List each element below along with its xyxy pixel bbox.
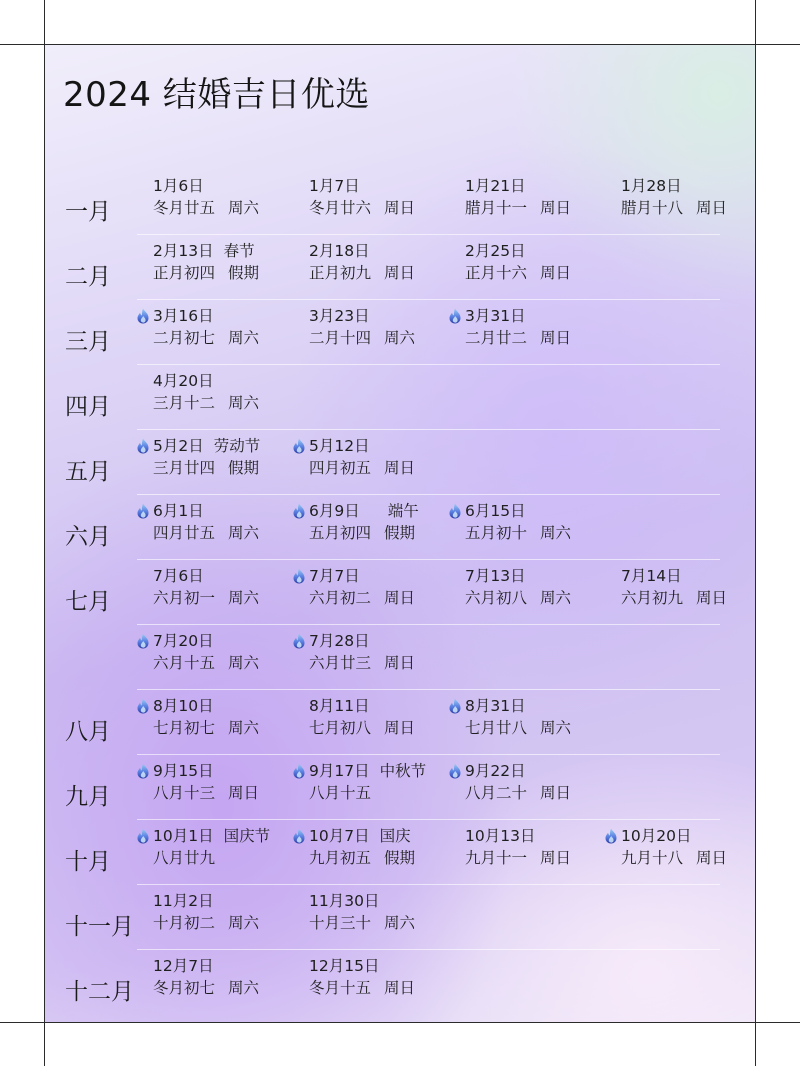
- month-row: [45, 698, 755, 763]
- lunar-line: [309, 978, 415, 998]
- date-line: [153, 436, 260, 456]
- weekday: 周六: [228, 329, 260, 347]
- flame-icon: [136, 438, 150, 454]
- flame-icon: [448, 308, 462, 324]
- date-entry: [465, 568, 615, 628]
- lunar-date: 七月廿八: [465, 719, 528, 737]
- date-entry: [153, 568, 303, 628]
- solar-date: 7月13日: [465, 567, 526, 585]
- lunar-date: 八月十五: [309, 784, 372, 802]
- weekday: 周日: [384, 979, 416, 997]
- lunar-date: 七月初七: [153, 719, 216, 737]
- weekday: 周六: [228, 524, 260, 542]
- date-entry: [153, 503, 303, 563]
- lunar-line: [153, 458, 259, 478]
- solar-date: 8月11日: [309, 697, 370, 715]
- date-entry: [309, 763, 459, 823]
- weekday: 假期: [228, 459, 260, 477]
- lunar-line: [621, 848, 727, 868]
- date-line: [153, 956, 214, 976]
- date-entry: [465, 763, 615, 823]
- lunar-line: [153, 848, 215, 868]
- solar-date: 12月15日: [309, 957, 380, 975]
- weekday: 周日: [696, 589, 728, 607]
- lunar-date: 四月廿五: [153, 524, 216, 542]
- date-entry: [465, 698, 615, 758]
- lunar-line: [465, 263, 571, 283]
- weekday: 周日: [696, 199, 728, 217]
- month-label: 五月: [65, 459, 111, 485]
- date-line: [465, 306, 526, 326]
- weekday: 周六: [228, 199, 260, 217]
- weekday: 周六: [228, 979, 260, 997]
- lunar-date: 九月十一: [465, 849, 528, 867]
- weekday: 周日: [540, 784, 572, 802]
- date-entry: [309, 568, 459, 628]
- solar-date: 4月20日: [153, 372, 214, 390]
- flame-icon: [136, 828, 150, 844]
- date-line: [621, 566, 682, 586]
- date-entry: [153, 243, 303, 303]
- lunar-line: [465, 328, 571, 348]
- month-row: [45, 438, 755, 503]
- month-row: [45, 243, 755, 308]
- solar-date: 3月23日: [309, 307, 370, 325]
- solar-date: 9月15日: [153, 762, 214, 780]
- lunar-line: [621, 588, 727, 608]
- lunar-date: 冬月十五: [309, 979, 372, 997]
- row-divider: [137, 364, 720, 365]
- lunar-line: [621, 198, 727, 218]
- date-entry: [153, 373, 303, 433]
- row-divider: [137, 819, 720, 820]
- solar-date: 3月31日: [465, 307, 526, 325]
- date-entry: [309, 503, 459, 563]
- solar-date: 5月12日: [309, 437, 370, 455]
- solar-date: 2月25日: [465, 242, 526, 260]
- guide-line-right: [755, 0, 756, 1066]
- row-divider: [137, 949, 720, 950]
- date-line: [465, 761, 526, 781]
- weekday: 假期: [228, 264, 260, 282]
- month-row: [45, 763, 755, 828]
- weekday: 周日: [384, 199, 416, 217]
- lunar-date: 冬月初七: [153, 979, 216, 997]
- date-line: [465, 696, 526, 716]
- date-line: [621, 826, 691, 846]
- month-label: 十一月: [65, 914, 134, 940]
- date-entry: [465, 308, 615, 368]
- date-entry: [465, 243, 615, 303]
- month-label: 十二月: [65, 979, 134, 1005]
- holiday-name: 国庆节: [223, 827, 271, 845]
- row-divider: [137, 884, 720, 885]
- weekday: 周六: [384, 329, 416, 347]
- solar-date: 6月1日: [153, 502, 204, 520]
- date-line: [153, 761, 214, 781]
- date-line: [153, 176, 204, 196]
- solar-date: 1月28日: [621, 177, 682, 195]
- date-entry: [153, 763, 303, 823]
- month-label: 九月: [65, 784, 111, 810]
- date-line: [153, 826, 270, 846]
- solar-date: 7月7日: [309, 567, 360, 585]
- lunar-line: [309, 198, 415, 218]
- solar-date: 11月2日: [153, 892, 214, 910]
- date-entry: [309, 698, 459, 758]
- weekday: 周日: [540, 849, 572, 867]
- row-divider: [137, 689, 720, 690]
- date-line: [309, 566, 360, 586]
- date-line: [465, 566, 526, 586]
- date-entry: [153, 308, 303, 368]
- lunar-line: [153, 913, 259, 933]
- weekday: 周日: [384, 719, 416, 737]
- row-divider: [137, 299, 720, 300]
- month-label: 六月: [65, 524, 111, 550]
- lunar-date: 八月十三: [153, 784, 216, 802]
- lunar-line: [153, 328, 259, 348]
- lunar-date: 九月十八: [621, 849, 684, 867]
- lunar-date: 腊月十一: [465, 199, 528, 217]
- lunar-line: [153, 978, 259, 998]
- weekday: 周六: [540, 589, 572, 607]
- date-line: [309, 761, 426, 781]
- date-entry: [153, 438, 303, 498]
- date-line: [153, 891, 214, 911]
- date-entry: [153, 958, 303, 1018]
- lunar-line: [153, 263, 259, 283]
- date-entry: [621, 178, 755, 238]
- lunar-date: 腊月十八: [621, 199, 684, 217]
- lunar-date: 六月初一: [153, 589, 216, 607]
- solar-date: 2月18日: [309, 242, 370, 260]
- flame-icon: [448, 763, 462, 779]
- lunar-date: 二月十四: [309, 329, 372, 347]
- date-line: [309, 501, 419, 521]
- date-line: [465, 826, 535, 846]
- row-divider: [137, 624, 720, 625]
- weekday: 周六: [228, 719, 260, 737]
- date-entry: [153, 698, 303, 758]
- solar-date: 7月6日: [153, 567, 204, 585]
- guide-line-bottom: [0, 1022, 800, 1023]
- weekday: 周六: [228, 914, 260, 932]
- flame-icon: [292, 828, 306, 844]
- date-line: [153, 696, 214, 716]
- lunar-line: [153, 783, 259, 803]
- lunar-line: [465, 848, 571, 868]
- solar-date: 1月21日: [465, 177, 526, 195]
- solar-date: 9月22日: [465, 762, 526, 780]
- date-entry: [309, 828, 459, 888]
- lunar-line: [153, 653, 259, 673]
- lunar-line: [465, 718, 571, 738]
- weekday: 周六: [228, 589, 260, 607]
- date-line: [309, 696, 370, 716]
- date-line: [465, 176, 526, 196]
- holiday-name: 劳动节: [213, 437, 261, 455]
- date-entry: [309, 958, 459, 1018]
- row-divider: [137, 429, 720, 430]
- lunar-line: [309, 328, 415, 348]
- lunar-line: [153, 718, 259, 738]
- lunar-line: [309, 523, 415, 543]
- solar-date: 5月2日: [153, 437, 204, 455]
- month-label: 一月: [65, 199, 111, 225]
- solar-date: 9月17日: [309, 762, 370, 780]
- lunar-date: 九月初五: [309, 849, 372, 867]
- lunar-line: [309, 653, 415, 673]
- month-row: [45, 373, 755, 438]
- solar-date: 3月16日: [153, 307, 214, 325]
- date-line: [309, 176, 360, 196]
- lunar-date: 五月初十: [465, 524, 528, 542]
- lunar-line: [309, 848, 415, 868]
- flame-icon: [604, 828, 618, 844]
- month-label: 三月: [65, 329, 111, 355]
- weekday: 周六: [540, 719, 572, 737]
- lunar-date: 正月十六: [465, 264, 528, 282]
- month-row: [45, 308, 755, 373]
- month-row: [45, 633, 755, 698]
- flame-icon: [292, 503, 306, 519]
- month-row: [45, 828, 755, 893]
- flame-icon: [136, 698, 150, 714]
- date-entry: [465, 828, 615, 888]
- flame-icon: [292, 633, 306, 649]
- date-entry: [621, 568, 755, 628]
- solar-date: 12月7日: [153, 957, 214, 975]
- lunar-date: 八月廿九: [153, 849, 216, 867]
- weekday: 周日: [540, 199, 572, 217]
- flame-icon: [292, 763, 306, 779]
- flame-icon: [292, 568, 306, 584]
- lunar-line: [465, 198, 571, 218]
- lunar-date: 六月初八: [465, 589, 528, 607]
- weekday: 周日: [696, 849, 728, 867]
- solar-date: 1月6日: [153, 177, 204, 195]
- lunar-line: [153, 198, 259, 218]
- row-divider: [137, 494, 720, 495]
- lunar-date: 六月十五: [153, 654, 216, 672]
- month-label: 十月: [65, 849, 111, 875]
- flame-icon: [292, 438, 306, 454]
- solar-date: 7月20日: [153, 632, 214, 650]
- month-row: [45, 958, 755, 1022]
- row-divider: [137, 754, 720, 755]
- date-line: [309, 306, 370, 326]
- holiday-name: 中秋节: [379, 762, 427, 780]
- lunar-line: [465, 523, 571, 543]
- lunar-date: 冬月廿五: [153, 199, 216, 217]
- flame-icon: [136, 633, 150, 649]
- date-line: [153, 566, 204, 586]
- lunar-date: 三月廿四: [153, 459, 216, 477]
- flame-icon: [448, 698, 462, 714]
- date-line: [309, 631, 370, 651]
- solar-date: 11月30日: [309, 892, 380, 910]
- date-entry: [309, 308, 459, 368]
- date-entry: [309, 633, 459, 693]
- solar-date: 6月15日: [465, 502, 526, 520]
- lunar-line: [465, 783, 571, 803]
- solar-date: 7月28日: [309, 632, 370, 650]
- solar-date: 10月13日: [465, 827, 536, 845]
- lunar-date: 冬月廿六: [309, 199, 372, 217]
- lunar-date: 二月廿二: [465, 329, 528, 347]
- lunar-date: 正月初九: [309, 264, 372, 282]
- date-entry: [465, 503, 615, 563]
- flame-icon: [448, 503, 462, 519]
- date-line: [153, 631, 214, 651]
- lunar-line: [153, 393, 259, 413]
- flame-icon: [136, 763, 150, 779]
- solar-date: 10月20日: [621, 827, 692, 845]
- lunar-line: [309, 263, 415, 283]
- date-line: [309, 241, 370, 261]
- date-entry: [309, 893, 459, 953]
- date-entry: [309, 178, 459, 238]
- date-line: [153, 501, 204, 521]
- lunar-date: 六月廿三: [309, 654, 372, 672]
- solar-date: 6月9日: [309, 502, 360, 520]
- lunar-date: 十月三十: [309, 914, 372, 932]
- weekday: 周六: [384, 914, 416, 932]
- date-line: [465, 501, 526, 521]
- solar-date: 8月31日: [465, 697, 526, 715]
- month-row: [45, 893, 755, 958]
- lunar-date: 七月初八: [309, 719, 372, 737]
- date-line: [309, 436, 370, 456]
- month-row: [45, 568, 755, 633]
- date-line: [465, 241, 526, 261]
- date-entry: [153, 828, 303, 888]
- solar-date: 2月13日: [153, 242, 214, 260]
- page-title: 2024 结婚吉日优选: [63, 75, 370, 115]
- weekday: 周日: [540, 264, 572, 282]
- lunar-date: 十月初二: [153, 914, 216, 932]
- date-entry: [309, 438, 459, 498]
- weekday: 周日: [384, 654, 416, 672]
- lunar-line: [309, 913, 415, 933]
- row-divider: [137, 559, 720, 560]
- solar-date: 10月7日: [309, 827, 370, 845]
- date-line: [153, 371, 214, 391]
- calendar-card: [45, 45, 755, 1022]
- lunar-date: 三月十二: [153, 394, 216, 412]
- month-row: [45, 503, 755, 568]
- date-line: [621, 176, 682, 196]
- date-line: [309, 956, 379, 976]
- weekday: 假期: [384, 524, 416, 542]
- date-line: [153, 241, 255, 261]
- weekday: 周六: [540, 524, 572, 542]
- date-line: [309, 891, 379, 911]
- solar-date: 8月10日: [153, 697, 214, 715]
- flame-icon: [136, 308, 150, 324]
- solar-date: 10月1日: [153, 827, 214, 845]
- lunar-date: 二月初七: [153, 329, 216, 347]
- lunar-date: 六月初二: [309, 589, 372, 607]
- row-divider: [137, 234, 720, 235]
- weekday: 周六: [228, 394, 260, 412]
- weekday: 假期: [384, 849, 416, 867]
- lunar-date: 五月初四: [309, 524, 372, 542]
- holiday-name: 春节: [223, 242, 255, 260]
- solar-date: 1月7日: [309, 177, 360, 195]
- weekday: 周日: [384, 589, 416, 607]
- solar-date: 7月14日: [621, 567, 682, 585]
- date-line: [153, 306, 214, 326]
- lunar-line: [309, 783, 371, 803]
- weekday: 周日: [228, 784, 260, 802]
- weekday: 周日: [540, 329, 572, 347]
- lunar-line: [153, 523, 259, 543]
- month-row: [45, 178, 755, 243]
- month-label: 七月: [65, 589, 111, 615]
- lunar-line: [309, 718, 415, 738]
- month-label: 二月: [65, 264, 111, 290]
- lunar-line: [309, 458, 415, 478]
- month-label: 八月: [65, 719, 111, 745]
- flame-icon: [136, 503, 150, 519]
- lunar-date: 八月二十: [465, 784, 528, 802]
- date-entry: [153, 633, 303, 693]
- lunar-date: 四月初五: [309, 459, 372, 477]
- weekday: 周六: [228, 654, 260, 672]
- month-label: 四月: [65, 394, 111, 420]
- holiday-name: 端午: [387, 502, 419, 520]
- lunar-line: [153, 588, 259, 608]
- date-entry: [309, 243, 459, 303]
- weekday: 周日: [384, 459, 416, 477]
- holiday-name: 国庆: [379, 827, 411, 845]
- date-entry: [153, 893, 303, 953]
- lunar-line: [309, 588, 415, 608]
- weekday: 周日: [384, 264, 416, 282]
- date-entry: [153, 178, 303, 238]
- date-entry: [621, 828, 755, 888]
- lunar-date: 正月初四: [153, 264, 216, 282]
- date-entry: [465, 178, 615, 238]
- lunar-line: [465, 588, 571, 608]
- lunar-date: 六月初九: [621, 589, 684, 607]
- date-line: [309, 826, 411, 846]
